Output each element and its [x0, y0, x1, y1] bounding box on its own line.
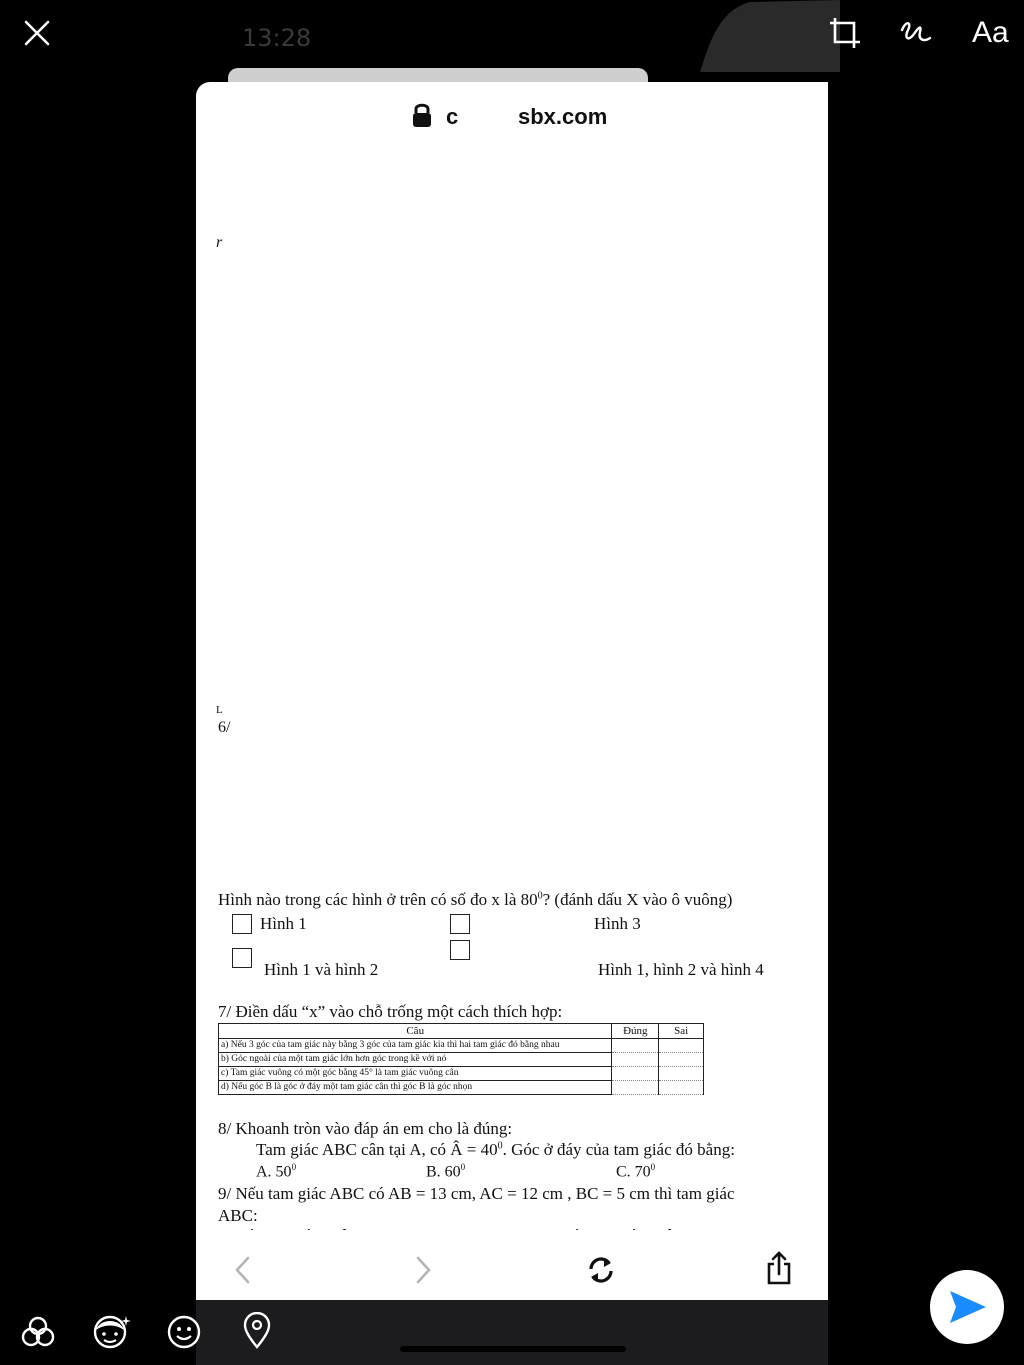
- question-6-label: 6/: [218, 719, 231, 736]
- filters-icon[interactable]: [20, 1314, 56, 1350]
- column-header: Câu: [219, 1024, 612, 1039]
- option-label: Hình 3: [594, 914, 641, 933]
- question-8-text-end: . Góc ở đáy của tam giác đó bằng:: [502, 1140, 735, 1159]
- question-6-text-start: Hình nào trong các hình ở trên có số đo x là 80: [218, 890, 538, 909]
- browser-toolbar: [196, 1230, 828, 1300]
- true-false-table: [218, 1023, 704, 1095]
- checkbox-option-1[interactable]: [232, 914, 252, 934]
- option-label: Hình 1 và hình 2: [264, 960, 379, 979]
- answer-option-b[interactable]: [426, 1162, 465, 1181]
- degree-sup: 0: [497, 1140, 503, 1152]
- scribble-shape: [690, 0, 840, 72]
- column-header: Sai: [659, 1024, 704, 1039]
- checkbox-option-4[interactable]: [450, 940, 470, 960]
- table-row: [219, 1067, 704, 1081]
- url-text-start: c: [446, 104, 459, 129]
- home-indicator: [400, 1346, 626, 1352]
- statement-cell: c) Tam giác vuông có một góc bằng 45° là tam giác vuông cân: [219, 1067, 612, 1081]
- stray-mark: r: [216, 234, 223, 251]
- option-label: Hình 1, hình 2 và hình 4: [598, 960, 764, 979]
- send-icon: [948, 1288, 988, 1326]
- lock-icon: [410, 100, 434, 130]
- question-6-text: [218, 890, 732, 910]
- face-sticker-icon[interactable]: [90, 1312, 132, 1350]
- true-cell[interactable]: [612, 1067, 659, 1081]
- question-8-title: 8/ Khoanh tròn vào đáp án em cho là đúng:: [218, 1119, 513, 1138]
- page-bottom-strip: [196, 1300, 828, 1365]
- checkbox-option-3[interactable]: [450, 914, 470, 934]
- text-tool-button[interactable]: Aa: [972, 16, 1009, 49]
- table-header-row: [219, 1024, 704, 1039]
- stray-mark: L: [216, 704, 223, 716]
- table-row: [219, 1039, 704, 1053]
- question-8-text-start: Tam giác ABC cân tại A, có Â = 40: [256, 1140, 498, 1159]
- false-cell[interactable]: [659, 1039, 704, 1053]
- false-cell[interactable]: [659, 1067, 704, 1081]
- false-cell[interactable]: [659, 1053, 704, 1067]
- answer-label: B. 60: [426, 1163, 461, 1181]
- true-cell[interactable]: [612, 1053, 659, 1067]
- url-text-end: sbx.com: [518, 104, 608, 129]
- statement-cell: b) Góc ngoài của một tam giác lớn hơn góc trong kề với nó: [219, 1053, 612, 1067]
- answer-label: A. 50: [256, 1163, 292, 1181]
- status-time: 13:28: [242, 24, 312, 52]
- degree-sup: 0: [537, 890, 543, 902]
- true-cell[interactable]: [612, 1039, 659, 1053]
- reload-icon[interactable]: [586, 1254, 616, 1286]
- table-row: [219, 1081, 704, 1095]
- emoji-icon[interactable]: [166, 1314, 202, 1350]
- degree-sup: 0: [650, 1162, 656, 1172]
- degree-sup: 0: [460, 1162, 466, 1172]
- forward-icon[interactable]: [416, 1256, 432, 1284]
- question-6-text-end: ? (đánh dấu X vào ô vuông): [542, 890, 733, 909]
- statement-cell: a) Nếu 3 góc của tam giác này bằng 3 góc của tam giác kia thì hai tam giác đó bằng nhau: [219, 1039, 612, 1053]
- false-cell[interactable]: [659, 1081, 704, 1095]
- question-7-title: 7/ Điền dấu “x” vào chỗ trống một cách thích hợp:: [218, 1002, 563, 1021]
- draw-icon[interactable]: [898, 16, 934, 50]
- url-bar[interactable]: [196, 100, 828, 130]
- degree-sup: 0: [291, 1162, 297, 1172]
- crop-icon[interactable]: [828, 16, 862, 50]
- option-label: Hình 1: [260, 914, 307, 933]
- answer-label: C. 70: [616, 1163, 651, 1181]
- location-icon[interactable]: [242, 1312, 272, 1350]
- table-row: [219, 1053, 704, 1067]
- true-cell[interactable]: [612, 1081, 659, 1095]
- column-header: Đúng: [612, 1024, 659, 1039]
- send-button[interactable]: [930, 1270, 1004, 1344]
- question-8-text: [256, 1140, 735, 1160]
- page-stack-edge: [228, 68, 648, 82]
- share-icon[interactable]: [765, 1250, 793, 1286]
- statement-cell: d) Nếu góc B là góc ở đáy một tam giác cân thì góc B là góc nhọn: [219, 1081, 612, 1095]
- checkbox-option-2[interactable]: [232, 948, 252, 968]
- answer-option-a[interactable]: [256, 1162, 296, 1181]
- question-9-line-1: 9/ Nếu tam giác ABC có AB = 13 cm, AC = 12 cm , BC = 5 cm thì tam giác: [218, 1184, 735, 1203]
- back-icon[interactable]: [234, 1256, 250, 1284]
- question-9-line-2: ABC:: [218, 1206, 258, 1225]
- answer-option-c[interactable]: [616, 1162, 655, 1181]
- browser-screenshot: [196, 82, 828, 1300]
- close-icon[interactable]: [24, 20, 50, 46]
